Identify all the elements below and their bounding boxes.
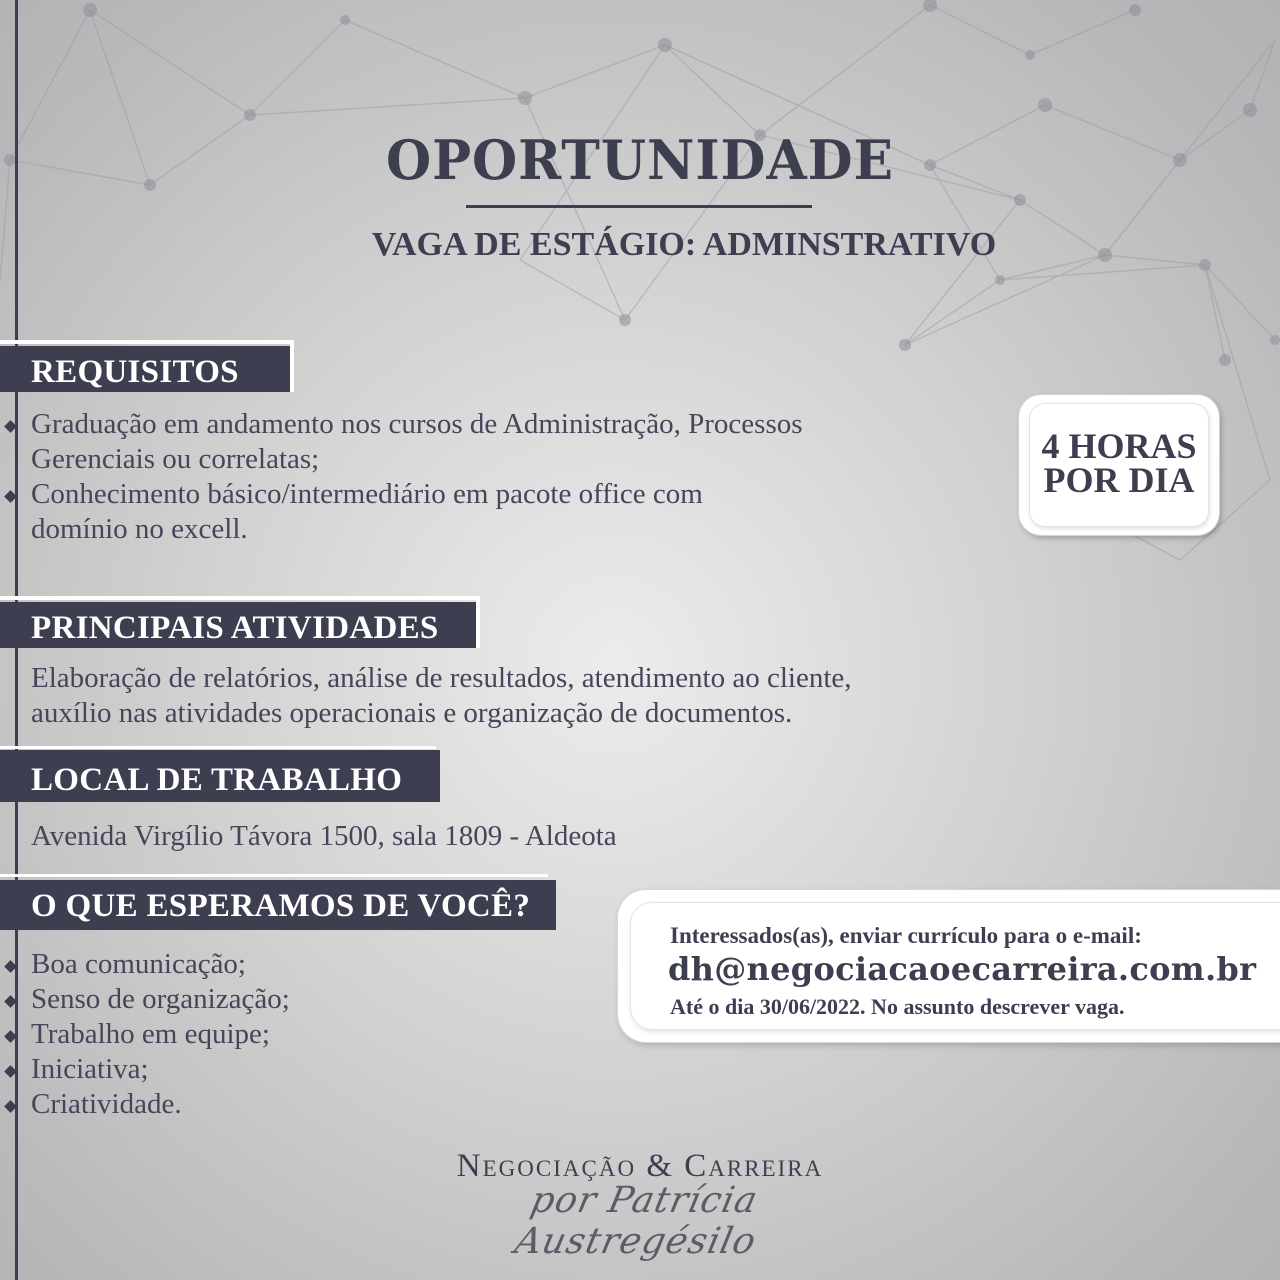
hours-badge: [1019, 395, 1219, 535]
list-item: Iniciativa;: [31, 1052, 290, 1087]
contact-email-link[interactable]: dh@negociacaoecarreira.com.br: [668, 950, 1257, 988]
title-underline: [466, 205, 812, 208]
brand-logo-name: Negociação & Carreira: [456, 1148, 824, 1184]
brand-signature: por Patrícia Austregésilo: [511, 1180, 762, 1262]
contact-card: [618, 890, 1280, 1042]
section-header-label: REQUISITOS: [31, 354, 239, 390]
hours-badge-line1: 4 HORAS: [1041, 426, 1197, 466]
section-header-label: PRINCIPAIS ATIVIDADES: [31, 610, 439, 646]
address-text: Avenida Virgílio Távora 1500, sala 1809 - Aldeota: [31, 820, 617, 852]
requisitos-list: [31, 407, 803, 547]
list-item: Criatividade.: [31, 1087, 290, 1122]
section-header-esperamos: [0, 874, 558, 926]
list-item-continuation: domínio no excell.: [31, 513, 248, 545]
section-header-local: [0, 746, 444, 798]
section-header-label: LOCAL DE TRABALHO: [31, 762, 403, 798]
list-item: Trabalho em equipe;: [31, 1017, 290, 1052]
section-header-requisitos: [0, 340, 295, 392]
section-header-atividades: [0, 596, 482, 648]
list-item: Boa comunicação;: [31, 947, 290, 982]
atividades-text-line2: auxílio nas atividades operacionais e organização de documentos.: [31, 697, 793, 729]
list-item: Conhecimento básico/intermediário em pacote office com: [31, 477, 803, 512]
list-item-continuation: Gerenciais ou correlatas;: [31, 443, 320, 475]
esperamos-list: [31, 947, 290, 1122]
list-item: Senso de organização;: [31, 982, 290, 1017]
page-title: OPORTUNIDADE: [385, 128, 895, 192]
page-subtitle: VAGA DE ESTÁGIO: ADMINSTRATIVO: [371, 226, 997, 263]
hours-badge-line2: POR DIA: [1043, 460, 1195, 500]
atividades-text-line1: Elaboração de relatórios, análise de resultados, atendimento ao cliente,: [31, 662, 852, 694]
list-item: Graduação em andamento nos cursos de Administração, Processos: [31, 407, 803, 442]
contact-intro: Interessados(as), enviar currículo para o e-mail:: [670, 923, 1142, 948]
section-header-label: O QUE ESPERAMOS DE VOCÊ?: [31, 888, 531, 924]
contact-deadline: Até o dia 30/06/2022. No assunto descrever vaga.: [670, 994, 1125, 1019]
